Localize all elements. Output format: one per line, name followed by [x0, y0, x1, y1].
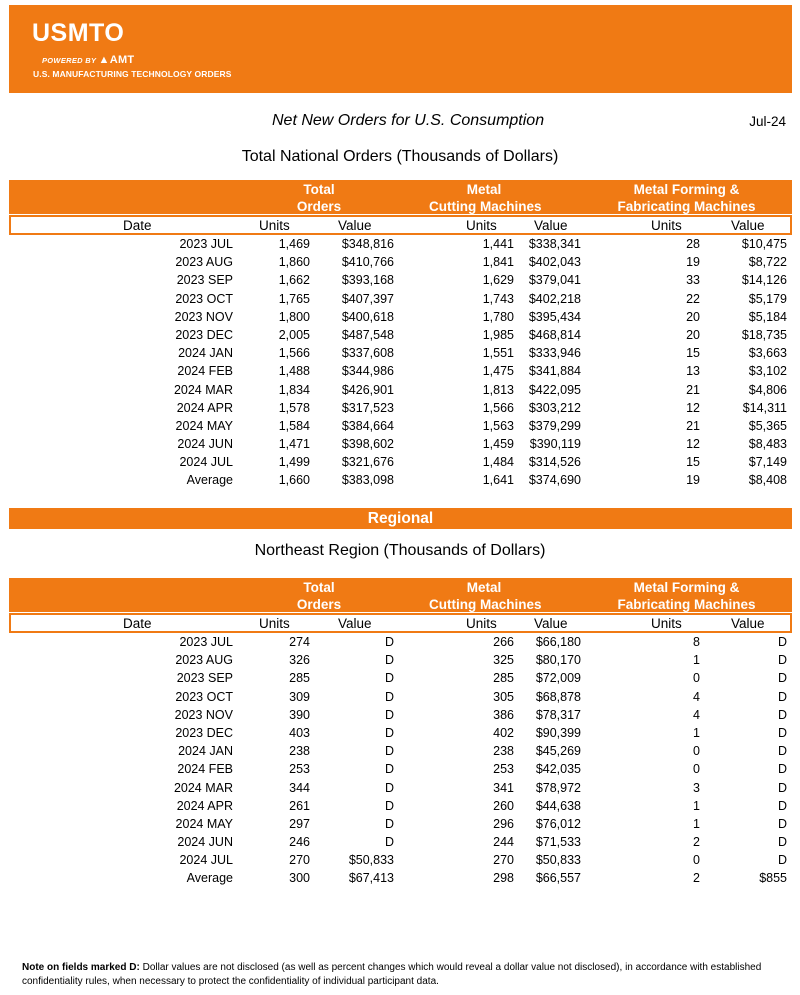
usmto-logo: USMTO	[32, 19, 125, 47]
col-date: Date	[123, 616, 152, 631]
row-forming-units: 3	[693, 780, 700, 795]
row-forming-value: $14,126	[741, 273, 787, 288]
row-metal-value: $42,035	[535, 762, 581, 777]
col-forming-units: Units	[651, 616, 682, 631]
row-forming-value: D	[777, 671, 787, 686]
row-metal-value: $45,269	[535, 744, 581, 759]
row-forming-units: 4	[693, 689, 700, 704]
row-total-value: $348,816	[341, 237, 394, 251]
row-metal-units: 1,780	[482, 309, 514, 324]
row-date: 2024 FEB	[177, 364, 233, 379]
national-section-title: Total National Orders (Thousands of Dollars)	[241, 148, 559, 165]
row-forming-value: D	[777, 725, 787, 740]
row-forming-units: 8	[693, 635, 700, 649]
confidentiality-note	[22, 961, 792, 988]
col-metal-units: Units	[466, 218, 497, 233]
national-group-header	[9, 180, 792, 214]
row-metal-units: 1,563	[482, 418, 514, 433]
row-total-value: D	[384, 816, 394, 831]
table-row	[0, 362, 800, 380]
row-forming-units: 2	[693, 871, 700, 886]
row-metal-units: 298	[493, 871, 514, 886]
col-forming-value: Value	[731, 616, 765, 631]
row-metal-value: $333,946	[528, 346, 581, 361]
row-metal-value: $66,180	[535, 635, 581, 649]
row-metal-units: 1,841	[482, 255, 514, 270]
row-metal-value: $390,119	[529, 437, 581, 452]
col-total-units: Units	[259, 218, 290, 233]
row-forming-value: $8,483	[748, 437, 787, 452]
row-total-value: $321,676	[341, 455, 394, 470]
row-date: 2024 APR	[176, 400, 233, 415]
table-row	[0, 706, 800, 724]
row-forming-units: 22	[686, 291, 700, 306]
northeast-group-header	[9, 578, 792, 612]
metal-cutting-header: Metal Cutting Machines	[429, 182, 542, 214]
row-total-value: $317,523	[341, 400, 394, 415]
row-date: 2024 APR	[176, 798, 233, 813]
table-row	[0, 760, 800, 778]
row-date: 2023 SEP	[176, 671, 233, 686]
row-total-value: D	[384, 707, 394, 722]
col-date: Date	[123, 218, 152, 233]
row-date: 2024 JAN	[178, 346, 233, 361]
table-row	[0, 815, 800, 833]
col-metal-value: Value	[534, 616, 568, 631]
row-forming-units: 21	[686, 382, 700, 397]
row-metal-value: $341,884	[528, 364, 581, 379]
table-row	[0, 742, 800, 760]
row-total-units: 1,488	[278, 364, 310, 379]
row-forming-units: 0	[693, 671, 700, 686]
row-forming-value: $18,735	[741, 327, 787, 342]
table-row	[0, 724, 800, 742]
table-row	[0, 326, 800, 344]
row-metal-units: 270	[493, 853, 514, 868]
average-row	[0, 869, 800, 887]
row-metal-units: 1,629	[482, 273, 514, 288]
row-metal-value: $90,399	[535, 725, 581, 740]
row-total-value: $398,602	[341, 437, 394, 452]
row-total-units: 300	[289, 871, 310, 886]
row-forming-units: 15	[686, 346, 700, 361]
row-metal-value: $80,170	[535, 653, 581, 668]
table-row	[0, 453, 800, 471]
row-forming-value: $8,722	[748, 255, 787, 270]
row-date: 2024 JUL	[179, 455, 233, 470]
row-metal-units: 341	[493, 780, 514, 795]
row-metal-units: 1,985	[482, 327, 514, 342]
row-forming-units: 20	[686, 327, 700, 342]
row-metal-units: 266	[493, 635, 514, 649]
row-total-value: $383,098	[341, 473, 394, 488]
row-total-units: 1,800	[278, 309, 310, 324]
row-metal-value: $78,972	[535, 780, 581, 795]
row-total-value: D	[384, 671, 394, 686]
national-table-body	[0, 235, 800, 490]
row-date: 2024 MAR	[173, 382, 233, 397]
table-row	[0, 833, 800, 851]
table-row	[0, 399, 800, 417]
row-metal-units: 1,475	[482, 364, 514, 379]
table-row	[0, 253, 800, 271]
row-date: 2023 SEP	[176, 273, 233, 288]
powered-by-label	[42, 54, 134, 66]
row-forming-value: D	[777, 762, 787, 777]
row-forming-value: $14,311	[742, 400, 787, 415]
row-date: 2023 NOV	[174, 707, 233, 722]
col-total-value: Value	[338, 218, 372, 233]
row-forming-value: D	[777, 689, 787, 704]
row-metal-value: $44,638	[535, 798, 581, 813]
row-total-units: 1,834	[278, 382, 310, 397]
row-date: 2024 JUN	[177, 437, 233, 452]
row-forming-value: D	[777, 853, 787, 868]
row-metal-value: $379,299	[528, 418, 581, 433]
row-forming-units: 4	[693, 707, 700, 722]
col-total-units: Units	[259, 616, 290, 631]
national-column-header	[9, 215, 792, 235]
col-forming-value: Value	[731, 218, 765, 233]
row-date: 2024 JAN	[178, 744, 233, 759]
row-metal-units: 296	[493, 816, 514, 831]
row-forming-units: 13	[686, 364, 700, 379]
powered-by-text: POWERED BY	[42, 56, 97, 65]
total-orders-header: Total Orders	[296, 182, 342, 214]
row-forming-units: 2	[693, 835, 700, 850]
row-total-units: 1,566	[278, 346, 310, 361]
row-metal-units: 253	[493, 762, 514, 777]
row-forming-value: $3,102	[748, 364, 787, 379]
row-forming-value: D	[777, 835, 787, 850]
northeast-table-body	[0, 633, 800, 888]
row-total-units: 2,005	[278, 327, 310, 342]
table-row	[0, 308, 800, 326]
row-metal-units: 1,641	[482, 473, 514, 488]
row-metal-value: $66,557	[535, 871, 581, 886]
row-total-value: D	[384, 835, 394, 850]
northeast-section-title: Northeast Region (Thousands of Dollars)	[254, 542, 546, 559]
row-metal-units: 1,551	[482, 346, 514, 361]
col-metal-value: Value	[534, 218, 568, 233]
table-row	[0, 417, 800, 435]
row-forming-value: $5,365	[748, 418, 787, 433]
row-total-units: 390	[289, 707, 310, 722]
table-row	[0, 779, 800, 797]
row-forming-value: $5,179	[748, 291, 787, 306]
table-row	[0, 633, 800, 651]
table-row	[0, 381, 800, 399]
row-date: 2023 OCT	[175, 689, 233, 704]
row-date: 2023 OCT	[175, 291, 233, 306]
row-forming-units: 20	[686, 309, 700, 324]
row-date: 2024 MAY	[175, 816, 233, 831]
row-forming-value: D	[777, 744, 787, 759]
report-date: Jul-24	[749, 114, 786, 129]
row-metal-units: 402	[493, 725, 514, 740]
row-total-value: D	[384, 762, 394, 777]
row-metal-value: $395,434	[528, 309, 581, 324]
row-total-value: $393,168	[341, 273, 394, 288]
row-forming-units: 19	[686, 255, 700, 270]
row-metal-value: $303,212	[528, 400, 581, 415]
row-total-units: 403	[289, 725, 310, 740]
row-forming-value: $5,184	[748, 309, 787, 324]
row-metal-units: 305	[493, 689, 514, 704]
row-metal-value: $68,878	[535, 689, 581, 704]
row-metal-value: $402,218	[528, 291, 581, 306]
row-total-value: $487,548	[341, 327, 394, 342]
row-total-units: 1,499	[278, 455, 310, 470]
row-metal-units: 244	[493, 835, 514, 850]
row-total-value: D	[384, 689, 394, 704]
row-total-value: $337,608	[341, 346, 394, 361]
row-total-units: 344	[289, 780, 310, 795]
row-total-value: D	[384, 653, 394, 668]
row-forming-units: 28	[686, 237, 700, 251]
row-total-units: 1,584	[278, 418, 310, 433]
row-total-units: 285	[289, 671, 310, 686]
row-date: 2023 DEC	[175, 327, 233, 342]
row-total-value: $50,833	[348, 853, 394, 868]
row-date: 2023 JUL	[179, 237, 233, 251]
row-metal-value: $379,041	[528, 273, 581, 288]
col-metal-units: Units	[466, 616, 497, 631]
row-forming-units: 0	[693, 853, 700, 868]
row-forming-units: 21	[686, 418, 700, 433]
row-total-units: 1,662	[278, 273, 310, 288]
note-text: Dollar values are not disclosed (as well as percent changes which would reveal a dollar value not disclosed), in accordance with established confidentiality rules, when necessary to protect the confidentiality of individual participant data.	[22, 962, 762, 987]
row-date: 2023 JUL	[179, 635, 233, 649]
row-total-units: 309	[289, 689, 310, 704]
table-row	[0, 290, 800, 308]
row-date: 2023 NOV	[174, 309, 233, 324]
table-row	[0, 435, 800, 453]
row-date: 2024 FEB	[177, 762, 233, 777]
total-orders-header: Total Orders	[296, 580, 342, 612]
row-forming-units: 33	[686, 273, 700, 288]
row-date: Average	[186, 473, 233, 488]
row-total-value: $410,766	[341, 255, 394, 270]
row-metal-value: $71,533	[535, 835, 581, 850]
metal-forming-header: Metal Forming & Fabricating Machines	[617, 580, 756, 612]
row-forming-value: $855	[759, 871, 787, 886]
row-total-value: D	[384, 798, 394, 813]
row-forming-value: $10,475	[741, 237, 787, 251]
regional-band: Regional	[9, 508, 792, 529]
row-metal-value: $314,526	[528, 455, 581, 470]
row-forming-value: D	[777, 780, 787, 795]
table-row	[0, 235, 800, 253]
row-forming-units: 0	[693, 762, 700, 777]
row-metal-value: $72,009	[535, 671, 581, 686]
row-date: 2024 MAR	[173, 780, 233, 795]
row-forming-value: $4,806	[748, 382, 787, 397]
row-forming-value: $8,408	[748, 473, 787, 488]
row-total-value: D	[384, 780, 394, 795]
row-forming-value: $7,149	[748, 455, 787, 470]
table-row	[0, 688, 800, 706]
header-banner	[9, 5, 792, 93]
table-row	[0, 651, 800, 669]
row-forming-value: D	[777, 816, 787, 831]
row-date: Average	[186, 871, 233, 886]
row-metal-units: 1,441	[482, 237, 514, 251]
row-metal-value: $402,043	[528, 255, 581, 270]
row-date: 2023 DEC	[175, 725, 233, 740]
row-forming-units: 1	[693, 725, 700, 740]
row-total-value: D	[384, 725, 394, 740]
row-forming-units: 12	[686, 400, 700, 415]
table-row	[0, 271, 800, 289]
row-total-units: 246	[289, 835, 310, 850]
row-total-value: D	[384, 744, 394, 759]
row-total-units: 238	[289, 744, 310, 759]
row-forming-value: D	[777, 798, 787, 813]
row-forming-units: 12	[686, 437, 700, 452]
row-total-units: 1,578	[278, 400, 310, 415]
row-forming-units: 0	[693, 744, 700, 759]
amt-logo: ▲AMT	[98, 54, 135, 66]
row-total-units: 1,469	[278, 237, 310, 251]
row-total-units: 1,471	[278, 437, 310, 452]
row-metal-value: $374,690	[528, 473, 581, 488]
row-forming-units: 1	[693, 798, 700, 813]
row-metal-units: 1,459	[482, 437, 514, 452]
metal-forming-header: Metal Forming & Fabricating Machines	[617, 182, 756, 214]
row-metal-value: $78,317	[535, 707, 581, 722]
row-total-units: 261	[289, 798, 310, 813]
row-forming-value: D	[777, 653, 787, 668]
row-total-value: $67,413	[348, 871, 394, 886]
row-metal-units: 1,566	[482, 400, 514, 415]
row-total-value: $400,618	[341, 309, 394, 324]
northeast-column-header	[9, 613, 792, 633]
row-total-value: $407,397	[341, 291, 394, 306]
row-forming-value: D	[777, 635, 787, 649]
row-metal-units: 1,743	[482, 291, 514, 306]
row-total-units: 1,765	[278, 291, 310, 306]
row-date: 2023 AUG	[175, 653, 233, 668]
row-date: 2024 JUN	[177, 835, 233, 850]
row-total-units: 253	[289, 762, 310, 777]
table-row	[0, 797, 800, 815]
row-forming-value: $3,663	[748, 346, 787, 361]
row-date: 2024 MAY	[175, 418, 233, 433]
logo-tagline: U.S. MANUFACTURING TECHNOLOGY ORDERS	[33, 69, 232, 79]
row-total-units: 270	[289, 853, 310, 868]
row-total-value: $384,664	[341, 418, 394, 433]
row-total-units: 297	[289, 816, 310, 831]
row-date: 2023 AUG	[175, 255, 233, 270]
row-forming-units: 1	[693, 816, 700, 831]
table-row	[0, 669, 800, 687]
row-metal-value: $50,833	[535, 853, 581, 868]
col-total-value: Value	[338, 616, 372, 631]
row-metal-value: $76,012	[535, 816, 581, 831]
note-label: Note on fields marked D:	[22, 962, 140, 973]
average-row	[0, 471, 800, 489]
row-total-value: D	[384, 635, 394, 649]
row-forming-units: 19	[686, 473, 700, 488]
row-total-units: 1,660	[278, 473, 310, 488]
row-forming-value: D	[777, 707, 787, 722]
col-forming-units: Units	[651, 218, 682, 233]
metal-cutting-header: Metal Cutting Machines	[429, 580, 542, 612]
row-metal-value: $468,814	[528, 327, 581, 342]
row-metal-value: $422,095	[528, 382, 581, 397]
row-metal-value: $338,341	[528, 237, 581, 251]
table-row	[0, 851, 800, 869]
row-metal-units: 238	[493, 744, 514, 759]
row-date: 2024 JUL	[179, 853, 233, 868]
row-forming-units: 1	[693, 653, 700, 668]
row-total-units: 274	[289, 635, 310, 649]
row-total-units: 326	[289, 653, 310, 668]
row-metal-units: 285	[493, 671, 514, 686]
row-metal-units: 1,813	[482, 382, 514, 397]
table-row	[0, 344, 800, 362]
row-total-value: $426,901	[341, 382, 394, 397]
row-metal-units: 386	[493, 707, 514, 722]
row-total-units: 1,860	[278, 255, 310, 270]
row-metal-units: 260	[493, 798, 514, 813]
row-metal-units: 1,484	[482, 455, 514, 470]
row-forming-units: 15	[686, 455, 700, 470]
row-metal-units: 325	[493, 653, 514, 668]
report-title: Net New Orders for U.S. Consumption	[272, 112, 545, 129]
row-total-value: $344,986	[341, 364, 394, 379]
